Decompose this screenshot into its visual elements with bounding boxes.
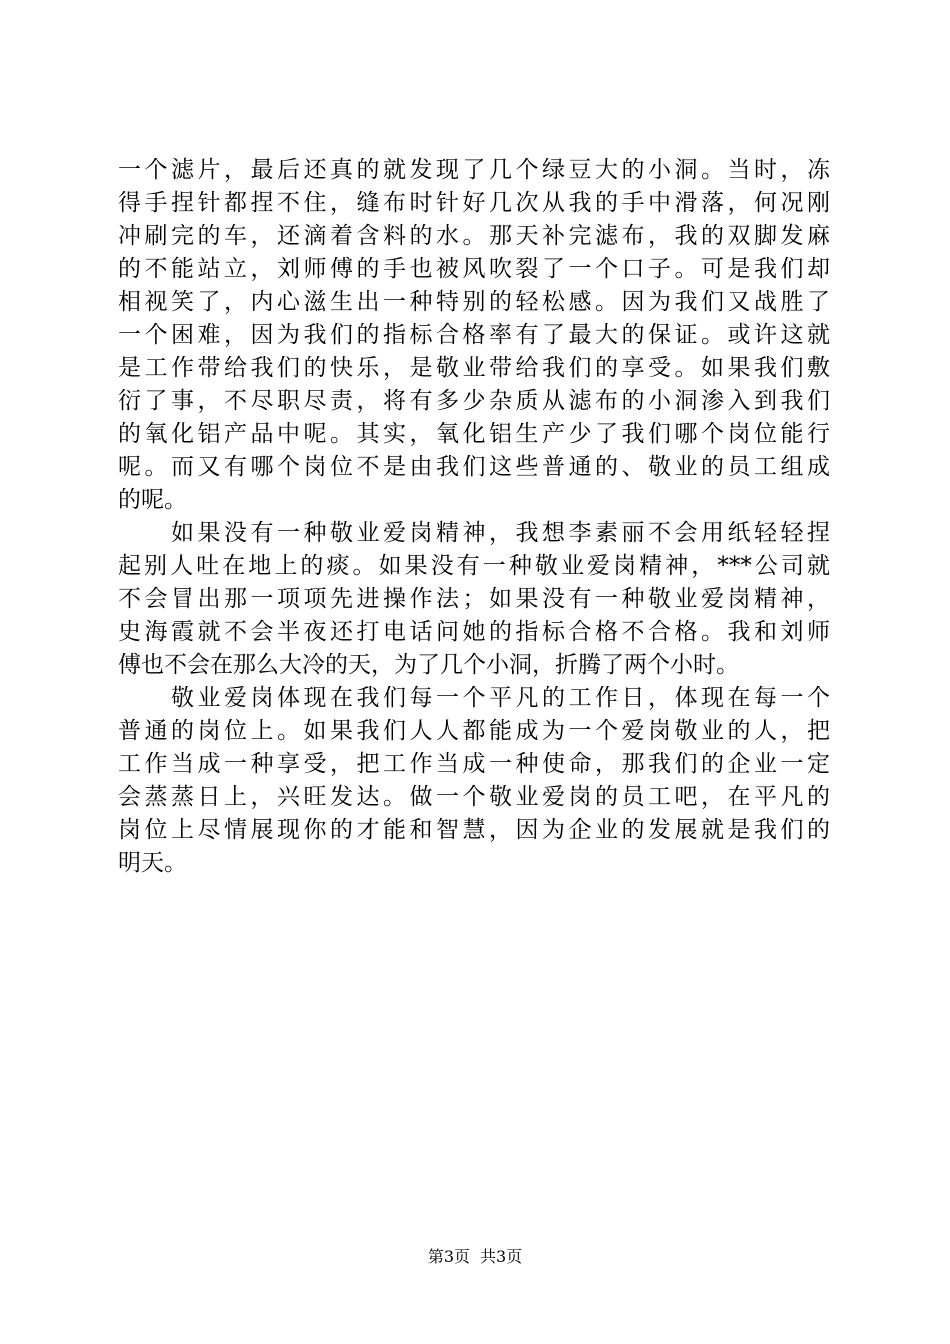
text-line: 相视笑了，内心滋生出一种特别的轻松感。因为我们又战胜了: [118, 289, 830, 315]
text-line-paragraph-end: 的呢。: [118, 487, 187, 513]
body-text: [118, 154, 830, 880]
page-number-current: 第3页: [427, 1247, 470, 1266]
text-line-paragraph-end: 明天。: [118, 850, 187, 876]
text-line: 衍了事，不尽职尽责，将有多少杂质从滤布的小洞渗入到我们: [118, 388, 830, 414]
text-line: 普通的岗位上。如果我们人人都能成为一个爱岗敬业的人，把: [118, 718, 830, 744]
text-line: 工作当成一种享受，把工作当成一种使命，那我们的企业一定: [118, 751, 830, 777]
text-line: 的氧化铝产品中呢。其实，氧化铝生产少了我们哪个岗位能行: [118, 421, 830, 447]
text-line: 冲刷完的车，还滴着含料的水。那天补完滤布，我的双脚发麻: [118, 223, 830, 249]
text-line: 得手捏针都捏不住，缝布时针好几次从我的手中滑落，何况刚: [118, 190, 830, 216]
text-line: 呢。而又有哪个岗位不是由我们这些普通的、敬业的员工组成: [118, 454, 830, 480]
text-line: 敬业爱岗体现在我们每一个平凡的工作日，体现在每一个: [118, 685, 830, 711]
text-line: 不会冒出那一项项先进操作法；如果没有一种敬业爱岗精神，: [118, 586, 830, 612]
page-number-total: 共3页: [480, 1247, 523, 1266]
page-footer: [0, 1247, 950, 1267]
text-line: 岗位上尽情展现你的才能和智慧，因为企业的发展就是我们的: [118, 817, 830, 843]
text-line: 一个困难，因为我们的指标合格率有了最大的保证。或许这就: [118, 322, 830, 348]
text-line: 的不能站立，刘师傅的手也被风吹裂了一个口子。可是我们却: [118, 256, 830, 282]
text-line: 会蒸蒸日上，兴旺发达。做一个敬业爱岗的员工吧，在平凡的: [118, 784, 830, 810]
text-line: 史海霞就不会半夜还打电话问她的指标合格不合格。我和刘师: [118, 619, 830, 645]
text-line: 是工作带给我们的快乐，是敬业带给我们的享受。如果我们敷: [118, 355, 830, 381]
text-line: 如果没有一种敬业爱岗精神，我想李素丽不会用纸轻轻捏: [118, 520, 830, 546]
text-line-paragraph-end: 傅也不会在那么大冷的天，为了几个小洞，折腾了两个小时。: [118, 652, 739, 678]
text-line: 起别人吐在地上的痰。如果没有一种敬业爱岗精神，***公司就: [118, 553, 830, 579]
text-line: 一个滤片，最后还真的就发现了几个绿豆大的小洞。当时，冻: [118, 157, 830, 183]
